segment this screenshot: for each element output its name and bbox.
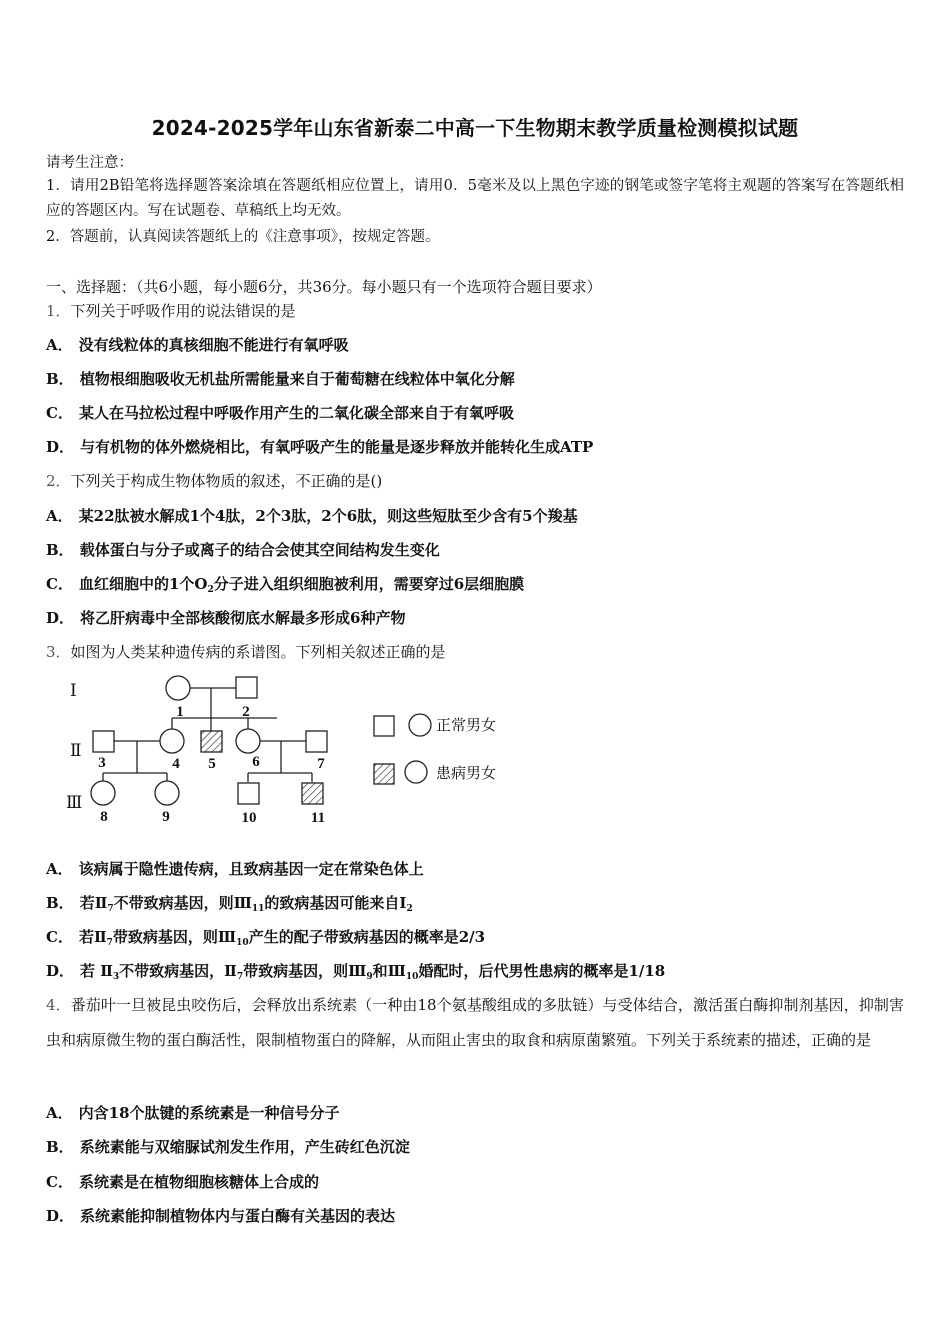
pedigree-chart: [60, 670, 530, 835]
pedigree-individual-1: [166, 676, 190, 700]
legend-affected-label: 患病男女: [436, 766, 497, 782]
q4-number: 4．: [46, 996, 71, 1014]
q4-stem: [46, 988, 904, 1058]
q1-option-a: A． 没有线粒体的真核细胞不能进行有氧呼吸: [46, 336, 349, 354]
pedigree-id-11: 11: [310, 810, 326, 826]
pedigree-individual-3: [93, 731, 114, 752]
pedigree-id-10: 10: [241, 810, 257, 826]
legend-normal-male: [374, 716, 394, 736]
pedigree-id-5: 5: [208, 756, 216, 772]
q2-number: 2．: [46, 472, 71, 490]
legend-normal-label: 正常男女: [436, 718, 497, 734]
q1-number: 1．: [46, 302, 71, 320]
pedigree-id-8: 8: [100, 809, 108, 825]
notice-heading: 请考生注意：: [46, 155, 133, 171]
q1-option-d: D． 与有机物的体外燃烧相比，有氧呼吸产生的能量是逐步释放并能转化生成ATP: [46, 438, 594, 456]
legend-normal-female: [409, 714, 431, 736]
gen-label-3: Ⅲ: [66, 793, 83, 812]
pedigree-individual-4: [160, 729, 184, 753]
q3-stem-text: 如图为人类某种遗传病的系谱图。下列相关叙述正确的是: [70, 643, 446, 661]
section-heading: 一、选择题：（共6小题，每小题6分，共36分。每小题只有一个选项符合题目要求）: [46, 278, 602, 296]
q4-stem-text: 番茄叶一旦被昆虫咬伤后，会释放出系统素（一种由18个氨基酸组成的多肽链）与受体结合，激活蛋白酶抑制剂基因，抑制害虫和病原微生物的蛋白酶活性，限制植物蛋白的降解，从而阻止害虫的取食和病原菌繁殖。下列关于系统素的描述，正确的是: [46, 996, 904, 1049]
q1-option-b: B． 植物根细胞吸收无机盐所需能量来自于葡萄糖在线粒体中氧化分解: [46, 370, 515, 388]
q4-option-a: A． 内含18个肽键的系统素是一种信号分子: [46, 1104, 340, 1122]
pedigree-id-6: 6: [252, 754, 260, 770]
pedigree-id-2: 2: [242, 704, 250, 720]
q1-stem-text: 下列关于呼吸作用的说法错误的是: [70, 302, 296, 320]
q4-option-d: D． 系统素能抑制植物体内与蛋白酶有关基因的表达: [46, 1207, 396, 1225]
q2-option-a: A． 某22肽被水解成1个4肽，2个3肽，2个6肽，则这些短肽至少含有5个羧基: [46, 507, 578, 525]
q3-option-d: D． 若 $Ⅱ_3$不带致病基因，$Ⅱ_7$带致病基因，则$Ⅲ_9$和$Ⅲ_{10}$婚配时，后代男性患病的概率是1/18: [46, 962, 666, 982]
pedigree-id-1: 1: [176, 704, 184, 720]
notice-item-1: 1．请用2B铅笔将选择题答案涂填在答题纸相应位置上，请用0．5毫米及以上黑色字迹的钢笔或签字笔将主观题的答案写在答题纸相应的答题区内。写在试题卷、草稿纸上均无效。: [46, 178, 904, 219]
pedigree-id-3: 3: [98, 755, 106, 771]
q4-option-b: B． 系统素能与双缩脲试剂发生作用，产生砖红色沉淀: [46, 1138, 410, 1156]
gen-label-1: Ⅰ: [70, 681, 77, 700]
pedigree-individual-11: [302, 783, 323, 804]
q2-option-c: C． 血红细胞中的1个$O_2$分子进入组织细胞被利用，需要穿过6层细胞膜: [46, 575, 525, 595]
q3-stem: [46, 641, 446, 663]
page-title: 2024-2025学年山东省新泰二中高一下生物期末教学质量检测模拟试题: [151, 116, 799, 140]
q1-stem: [46, 300, 296, 322]
q1-option-c: C． 某人在马拉松过程中呼吸作用产生的二氧化碳全部来自于有氧呼吸: [46, 404, 514, 422]
pedigree-individual-8: [91, 781, 115, 805]
pedigree-id-7: 7: [317, 756, 325, 772]
q3-option-a: A． 该病属于隐性遗传病，且致病基因一定在常染色体上: [46, 860, 424, 878]
q2-stem-text: 下列关于构成生物体物质的叙述，不正确的是(): [70, 472, 383, 490]
q2-option-d: D． 将乙肝病毒中全部核酸彻底水解最多形成6种产物: [46, 609, 406, 627]
pedigree-individual-6: [236, 729, 260, 753]
pedigree-id-9: 9: [162, 809, 170, 825]
legend-affected-male: [374, 764, 394, 784]
notice-item-2: 2．答题前，认真阅读答题纸上的《注意事项》，按规定答题。: [46, 229, 440, 245]
q3-number: 3．: [46, 643, 71, 661]
q2-option-b: B． 载体蛋白与分子或离子的结合会使其空间结构发生变化: [46, 541, 440, 559]
q4-option-c: C． 系统素是在植物细胞核糖体上合成的: [46, 1173, 319, 1191]
pedigree-individual-10: [238, 783, 259, 804]
pedigree-id-4: 4: [172, 756, 180, 772]
pedigree-individual-2: [236, 677, 257, 698]
legend-affected-female: [405, 761, 427, 783]
pedigree-individual-7: [306, 731, 327, 752]
gen-label-2: Ⅱ: [70, 741, 82, 760]
q3-option-b: B． 若$Ⅱ_7$不带致病基因，则$Ⅲ_{11}$的致病基因可能来自$Ⅰ_2$: [46, 894, 413, 914]
pedigree-individual-5: [201, 731, 222, 752]
pedigree-individual-9: [155, 781, 179, 805]
q3-option-c: C． 若$Ⅱ_7$带致病基因，则$Ⅲ_{10}$产生的配子带致病基因的概率是2/3: [46, 928, 486, 948]
q2-stem: [46, 470, 382, 492]
